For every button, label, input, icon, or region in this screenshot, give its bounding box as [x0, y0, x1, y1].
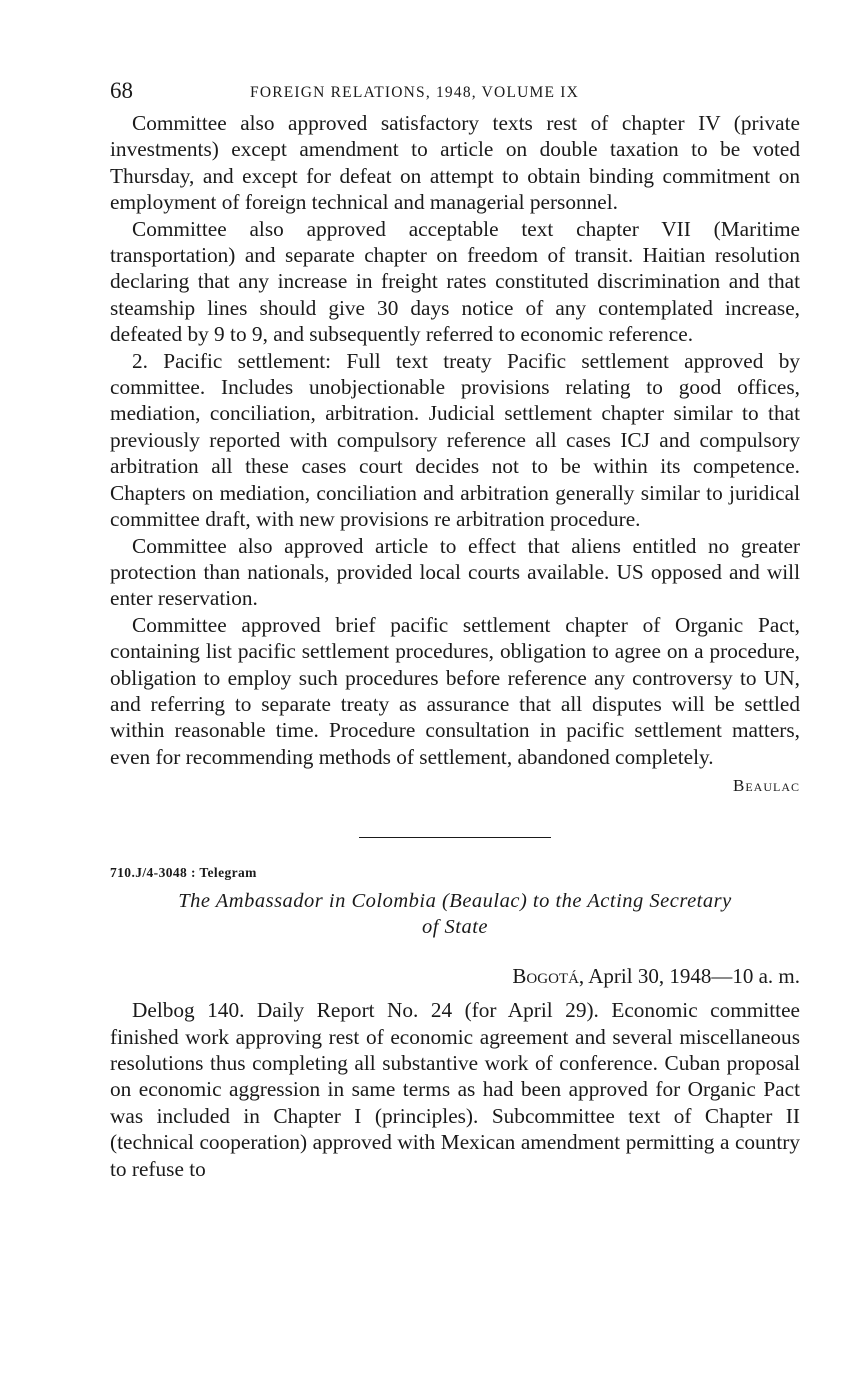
dateline-date: , April 30, 1948—10 a. m. [578, 964, 800, 989]
signature: Beaulac [732, 776, 800, 796]
paragraph-maritime-transportation: Committee also approved acceptable text chapter VII (Maritime transportation) and separate chapter on freedom of transit. Haitian resolution declaring that any increase in freight rates constituted discrimination and that steamship lines should give 30 days notice of any contemplated increase, defeated by 9 to 9, and subsequently referred to economic reference. [110, 216, 800, 347]
paragraph-delbog-140: Delbog 140. Daily Report No. 24 (for April 29). Economic committee finished work approving rest of economic agreement and several miscellaneous resolutions thus completing all substantive work of conference. Cuban proposal on economic aggression in same terms as had been approved for Organic Pact was included in Chapter I (principles). Subcommittee text of Chapter II (technical cooperation) approved with Mexican amendment permitting a country to refuse to [110, 998, 800, 1181]
document-title-line-2: of State [421, 916, 489, 939]
dateline-place: Bogotá [512, 964, 579, 989]
document-title [110, 888, 800, 940]
paragraph-pacific-settlement: 2. Pacific settlement: Full text treaty Pacific settlement approved by committee. Includes unobjectionable provisions relating to good offices, mediation, conciliation, arbitration. Judicial settlement chapter similar to that previously reported with compulsory reference all cases ICJ and compulsory arbitration all these cases court decides not to be within its competence. Chapters on mediation, conciliation and arbitration generally similar to juridical committee draft, with new provisions re arbitration procedure. [110, 348, 800, 532]
running-title: FOREIGN RELATIONS, 1948, VOLUME IX [250, 84, 579, 101]
running-head [110, 76, 800, 110]
paragraph-aliens-protection: Committee also approved article to effect that aliens entitled no greater protection than nationals, provided local courts available. US opposed and will enter reservation. [110, 533, 800, 611]
section-divider [359, 837, 551, 838]
file-reference: 710.J/4-3048 : Telegram [110, 865, 257, 881]
page-number: 68 [110, 78, 133, 103]
dateline [110, 964, 800, 989]
document-page [110, 76, 800, 1182]
paragraph-organic-pact: Committee approved brief pacific settlement chapter of Organic Pact, containing list pacific settlement procedures, obligation to agree on a procedure, obligation to employ such procedures before reference any controversy to UN, and referring to separate treaty as assurance that all disputes will be settled within reasonable time. Procedure consultation in pacific settlement matters, even for recommending methods of settlement, abandoned completely. [110, 612, 800, 769]
paragraph-private-investments: Committee also approved satisfactory texts rest of chapter IV (private investments) except amendment to article on double taxation to be voted Thursday, and except for defeat on attempt to obtain binding commitment on employment of foreign technical and managerial personnel. [110, 111, 800, 215]
document-title-line-1: The Ambassador in Colombia (Beaulac) to the Acting Secretary [178, 890, 732, 913]
